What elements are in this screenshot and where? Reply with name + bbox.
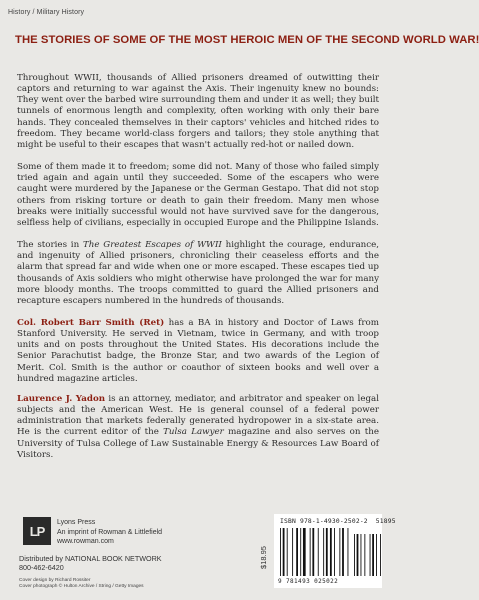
distribution-info [19,554,162,573]
author-bio-smith-text: has a BA in history and Doctor of Laws from Stanford University. He served in Vietnam, twice in Germany, and with troop units and on posts throughout the United States. His decorations include the Senior Parachutist badge, the Bronze Star, and two awards of the Legion of Merit. Col. Smith is the author or coauthor of sixteen books and well over a hundred magazine articles. [17,317,379,384]
cover-credits [19,578,144,591]
stories-text-before: The stories in [17,240,83,251]
barcode-digits: 9 781493 025022 [278,578,339,585]
publisher-imprint: An imprint of Rowman & Littlefield [57,528,163,536]
author-bio-smith [17,318,379,385]
stories-text-after: highlight the courage, endurance, and ingenuity of Allied prisoners, chronicling their ceaseless efforts and the alarm that spread far and wide when one or more escaped. These escapes tied up thousands of Axis soldiers who might otherwise have prolonged the war for many more bloody months. The troops committed to guard the Allied prisoners and recapture escapers numbered in the hundreds of thousands. [17,240,379,306]
price-text: $18.95 [258,545,268,569]
paragraph-intro: Throughout WWII, thousands of Allied prisoners dreamed of outwitting their captors and returning to war against the Axis. Their ingenuity knew no bounds: They went over the barbed wire surrounding them and under it as well; they built tunnels of enormous length and complexity, often working with only their bare hands. They concealed themselves in their captors' vehicles and hitched rides to freedom. They became world-class forgers and tailors; they stole anything that might be useful to their escapes that wasn't actually red-hot or nailed down. [17,73,379,150]
isbn-line [280,518,396,525]
author-bio-yadon [17,394,379,461]
distributor-name: Distributed by NATIONAL BOOK NETWORK [19,554,162,563]
distributor-phone: 800-462-6420 [19,563,64,573]
publisher-info [57,518,162,547]
paragraph-freedom: Some of them made it to freedom; some did not. Many of those who failed simply tried again and again until they succeeded. Some of the escapers who were caught were murdered by the Japanese or the German Gestapo. That did not stop others from risking torture or death to gain their freedom. Many men whose breaks were initially successful would not have survived save for the dangerous, selfless help of civilians, especially in occupied Europe and the Philippine Islands. [17,162,379,228]
magazine-title: Tulsa Lawyer [163,427,224,438]
photo-credit: Cover photograph © Hulton Archive / String / Getty Images [19,584,144,590]
category-label: History / Military History [8,9,85,16]
isbn-addon: 51895 [375,518,396,525]
publisher-url: www.rowman.com [57,538,114,545]
isbn-number: ISBN 978-1-4930-2502-2 [280,518,368,525]
author-bio-yadon-before: is an attorney, mediator, and arbitrator and speaker on legal subjects and the American West. He is general counsel of a federal power administration that markets federally generated hydropower in a six-state area. He is the current editor of the [17,393,379,438]
author-bio-yadon-after: magazine and also serves on the University of Tulsa College of Law Sustainable Energy & Resources Law Board of Visitors. [17,427,379,460]
design-credit: Cover design by Richard Rossiter [19,578,91,583]
author-name-yadon: Laurence J. Yadon [17,393,106,404]
price-label [255,537,271,577]
author-name-smith: Col. Robert Barr Smith (Ret) [17,317,165,328]
paragraph-stories [17,240,379,307]
book-title: The Greatest Escapes of WWII [82,240,222,251]
publisher-name: Lyons Press [57,519,96,526]
headline: THE STORIES OF SOME OF THE MOST HEROIC MEN OF THE SECOND WORLD WAR! [15,34,479,46]
blurb-body [17,73,379,470]
barcode-panel [274,514,396,588]
barcode-graphic [280,528,376,578]
publisher-logo: LP [23,517,51,545]
publisher-block [23,517,162,547]
